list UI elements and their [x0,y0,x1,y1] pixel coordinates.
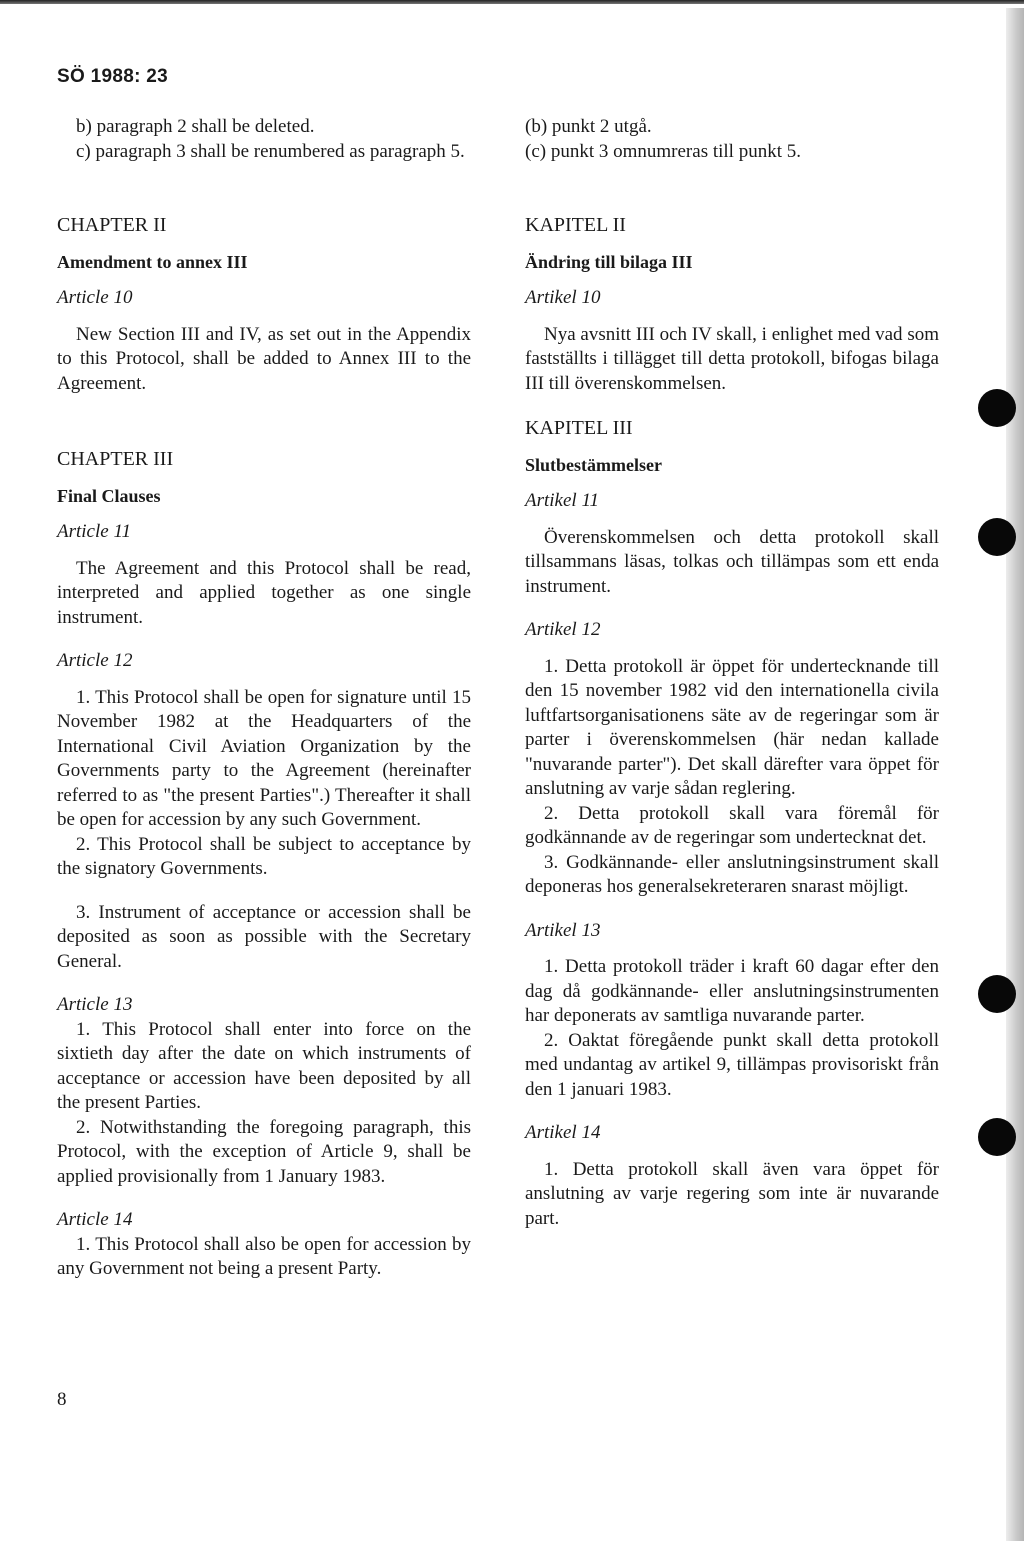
article-paragraph: 1. This Protocol shall be open for signature until 15 November 1982 at the Headquarters of the International Civil Aviation Organization by the Governments party to the Agreement (hereinafter referred to as "the present Parties".) Thereafter it shall be open for accession by any such Government. [57,686,471,830]
article-text: Nya avsnitt III och IV skall, i enlighet med vad som fastställts i tillägget till detta protokoll, bifogas bilaga III till överenskommelsen. [525,323,939,394]
article-text: Överenskommelsen och detta protokoll skall tillsammans läsas, tolkas och tillämpas som ett enda instrument. [525,526,939,597]
intro-item-b: b) paragraph 2 shall be deleted. [76,116,315,137]
punch-hole [978,975,1016,1013]
chapter-heading: Final Clauses [57,486,161,506]
article-paragraph: 2. This Protocol shall be subject to acceptance by the signatory Governments. [57,833,471,879]
article-paragraph: 3. Godkännande- eller anslutningsinstrument skall deponeras hos generalsekreteraren snarast möjligt. [525,851,939,897]
chapter-title: CHAPTER II [57,214,167,236]
intro-item-c: c) paragraph 3 shall be renumbered as paragraph 5. [76,140,465,162]
article-label: Artikel 14 [525,1122,601,1143]
chapter-title: CHAPTER III [57,448,174,470]
chapter-title: KAPITEL II [525,214,626,236]
punch-hole [978,518,1016,556]
article-label: Article 12 [57,650,133,671]
article-label: Artikel 13 [525,919,601,941]
article-label: Article 13 [57,994,133,1015]
article-label: Artikel 11 [525,490,600,511]
intro-item-c: (c) punkt 3 omnumreras till punkt 5. [525,140,801,162]
article-paragraph: 1. Detta protokoll skall även vara öppet för anslutning av varje regering som inte är nuvarande part. [525,1158,939,1229]
chapter-heading: Amendment to annex III [57,252,248,272]
article-label: Article 14 [57,1209,133,1230]
punch-hole [978,1118,1016,1156]
swedish-column [525,115,939,1231]
article-paragraph: 2. Notwithstanding the foregoing paragraph, this Protocol, with the exception of Article 9, shall be applied provisionally from 1 January 1983. [57,1116,471,1187]
chapter-heading: Slutbestämmelser [525,455,662,475]
article-paragraph: 2. Detta protokoll skall vara föremål för godkännande av de regeringar som undertecknat det. [525,802,939,848]
article-label: Article 10 [57,287,133,308]
page-number: 8 [57,1389,67,1410]
article-label: Artikel 12 [525,619,601,640]
scan-page-edge [1006,8,1024,1541]
top-edge-rule [0,0,1024,4]
article-text: The Agreement and this Protocol shall be read, interpreted and applied together as one single instrument. [57,557,471,628]
article-paragraph: 2. Oaktat föregående punkt skall detta protokoll med undantag av artikel 9, tillämpas provisoriskt från den 1 januari 1983. [525,1029,939,1100]
intro-item-b: (b) punkt 2 utgå. [525,116,652,137]
chapter-heading: Ändring till bilaga III [525,252,693,272]
article-paragraph: 3. Instrument of acceptance or accession shall be deposited as soon as possible with the Secretary General. [57,901,471,972]
article-label: Artikel 10 [525,287,601,308]
english-column [57,115,471,1282]
article-paragraph: 1. This Protocol shall also be open for accession by any Government not being a present Party. [57,1233,471,1279]
document-reference: SÖ 1988: 23 [57,66,169,87]
article-paragraph: 1. Detta protokoll träder i kraft 60 dagar efter den dag då godkännande- eller anslutningsinstrumenten har deponerats av samtliga nuvarande parter. [525,956,939,1026]
article-text: New Section III and IV, as set out in the Appendix to this Protocol, shall be added to Annex III to the Agreement. [57,323,471,394]
article-paragraph: 1. Detta protokoll är öppet för undertecknande till den 15 november 1982 vid den internationella civila luftfartsorganisationens säte av de regeringar som är parter i överenskommelsen (här nedan kallade "nuvarande parter"). Det skall därefter vara öppet för anslutning av varje sådan reglering. [525,655,939,799]
article-paragraph: 1. This Protocol shall enter into force on the sixtieth day after the date on which instruments of acceptance or accession have been deposited by all the present Parties. [57,1018,471,1113]
punch-hole [978,389,1016,427]
article-label: Article 11 [57,521,132,542]
chapter-title: KAPITEL III [525,417,633,439]
